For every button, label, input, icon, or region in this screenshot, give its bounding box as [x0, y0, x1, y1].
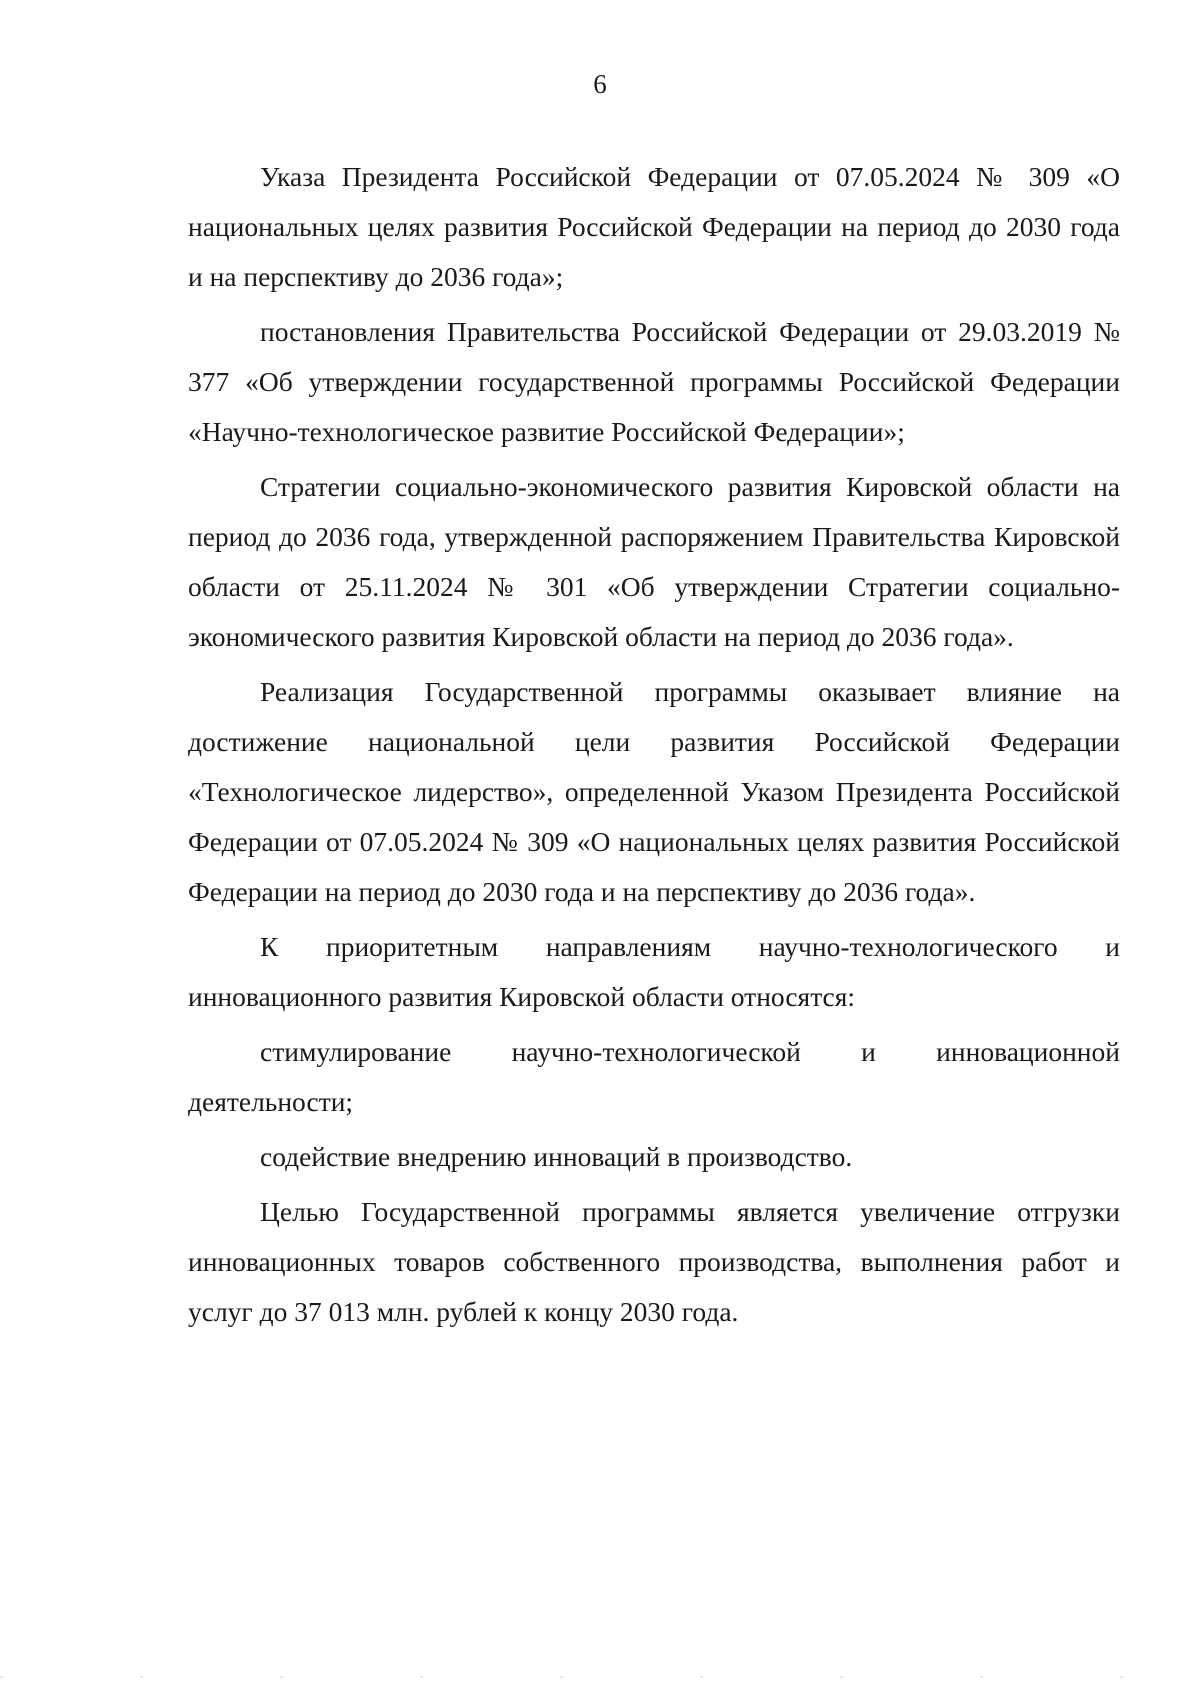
page-number: 6: [593, 69, 607, 99]
paragraph-government-resolution: постановления Правительства Российской Федерации от 29.03.2019 № 377 «Об утверждении государственной программы Российской Федерации «Научно-технологическое развитие Российской Федерации»;: [188, 316, 1120, 447]
paragraph-direction-stimulation: стимулирование научно-технологической и инновационной деятельности;: [188, 1036, 1120, 1117]
paragraph-presidential-decree: Указа Президента Российской Федерации от 07.05.2024 № 309 «О национальных целях развития Российской Федерации на период до 2030 года и на перспективу до 2036 года»;: [188, 161, 1120, 292]
paragraph-priority-directions: К приоритетным направлениям научно-технологического и инновационного развития Кировской области относятся:: [188, 931, 1120, 1012]
scan-edge-artifact: [0, 1676, 1200, 1678]
paragraph-direction-innovation: содействие внедрению инноваций в производство.: [260, 1141, 853, 1172]
paragraph-regional-strategy: Стратегии социально-экономического развития Кировской области на период до 2036 года, утвержденной распоряжением Правительства Кировской области от 25.11.2024 № 301 «Об утверждении Стратегии социально-экономического развития Кировской области на период до 2036 года».: [188, 471, 1120, 652]
paragraph-national-goal: Реализация Государственной программы оказывает влияние на достижение национальной цели развития Российской Федерации «Технологическое лидерство», определенной Указом Президента Российской Федерации от 07.05.2024 № 309 «О национальных целях развития Российской Федерации на период до 2030 года и на перспективу до 2036 года».: [188, 676, 1120, 907]
paragraph-program-goal: Целью Государственной программы является увеличение отгрузки инновационных товаров собственного производства, выполнения работ и услуг до 37 013 млн. рублей к концу 2030 года.: [188, 1196, 1120, 1327]
document-body: [188, 152, 1120, 1342]
